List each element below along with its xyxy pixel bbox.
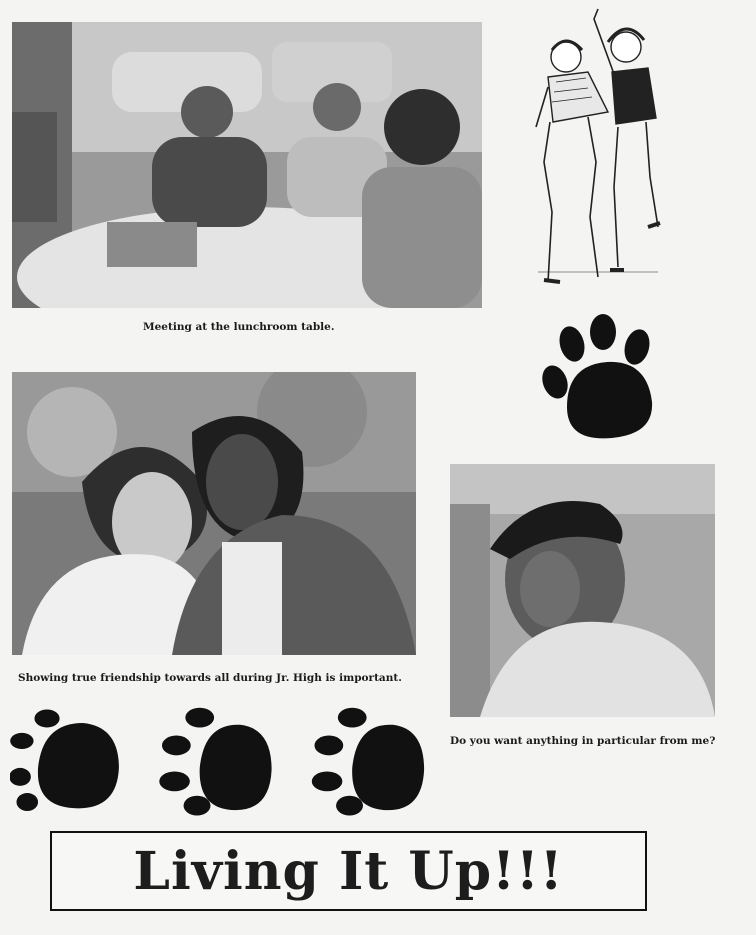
paw-print-icon xyxy=(536,312,658,440)
page-title: Living It Up!!! xyxy=(133,840,564,902)
paw-print-icon xyxy=(300,705,435,820)
title-banner xyxy=(50,831,647,911)
friendship-caption: Showing true friendship towards all during Jr. High is important. xyxy=(18,672,402,684)
paw-print-icon xyxy=(150,705,280,820)
lunchroom-caption: Meeting at the lunchroom table. xyxy=(143,321,335,333)
friendship-photo xyxy=(12,372,416,655)
running-kids-illustration xyxy=(528,2,668,290)
lunchroom-photo xyxy=(12,22,482,308)
paw-print-icon xyxy=(10,705,120,820)
portrait-photo xyxy=(450,464,715,717)
question-caption: Do you want anything in particular from me? xyxy=(450,735,716,747)
